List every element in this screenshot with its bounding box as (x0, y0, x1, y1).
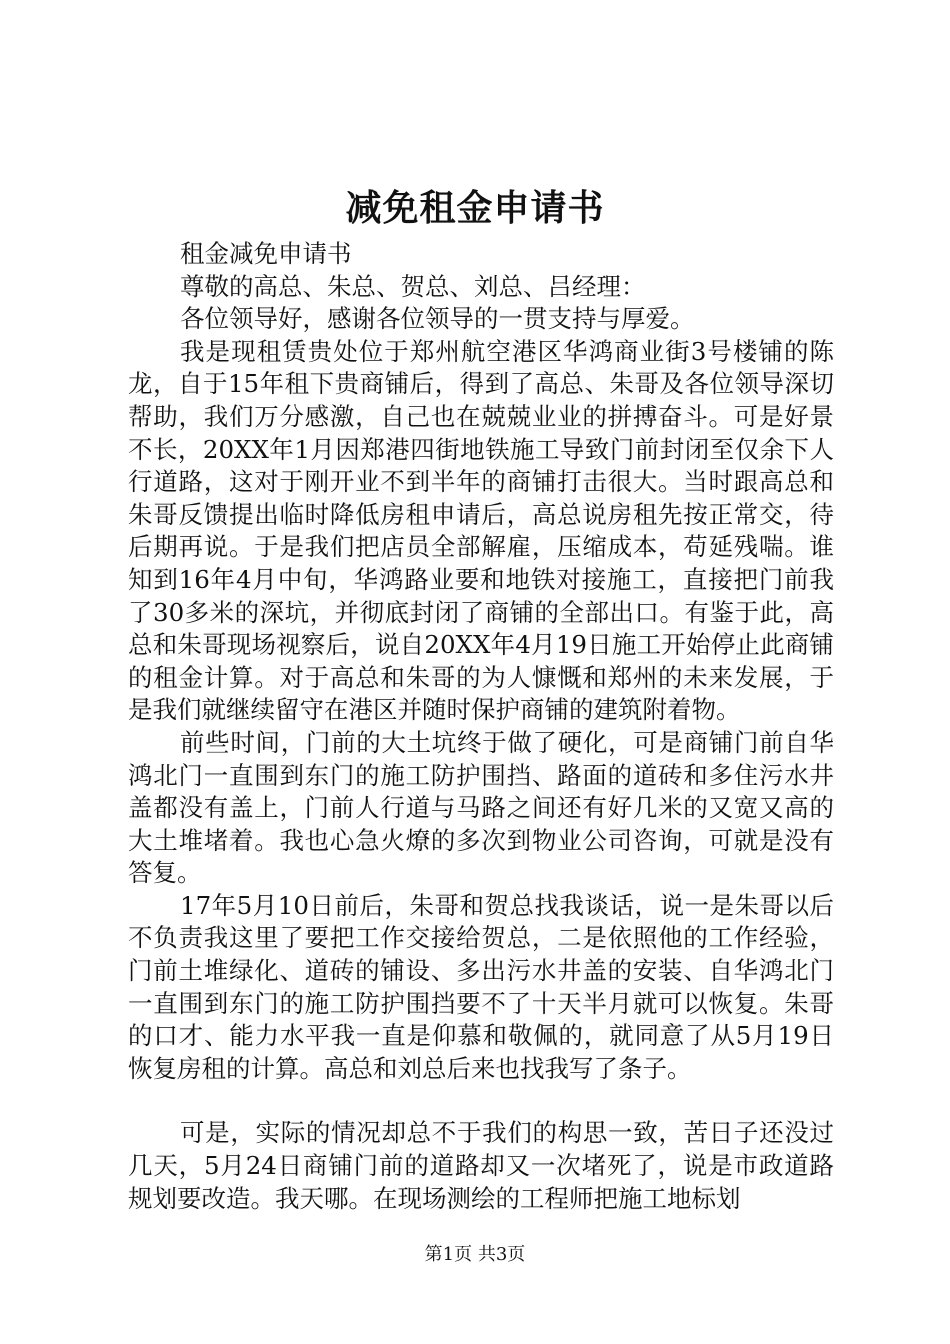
paragraph-body: 我是现租赁贵处位于郑州航空港区华鸿商业街3号楼铺的陈龙，自于15年租下贵商铺后，得到了高总、朱哥及各位领导深切帮助，我们万分感激，自己也在兢兢业业的拼搏奋斗。可是好景不长，20XX年1月因郑港四街地铁施工导致门前封闭至仅余下人行道路，这对于刚开业不到半年的商铺打击很大。当时跟高总和朱哥反馈提出临时降低房租申请后，高总说房租先按正常交，待后期再说。于是我们把店员全部解雇，压缩成本，苟延残喘。谁知到16年4月中旬，华鸿路业要和地铁对接施工，直接把门前我了30多米的深坑，并彻底封闭了商铺的全部出口。有鉴于此，高总和朱哥现场视察后，说自20XX年4月19日施工开始停止此商铺的租金计算。对于高总和朱哥的为人慷慨和郑州的未来发展，于是我们就继续留守在港区并随时保护商铺的建筑附着物。 (128, 336, 834, 725)
paragraph-body: 可是，实际的情况却总不于我们的构思一致，苦日子还没过几天，5月24日商铺门前的道路却又一次堵死了，说是市政道路规划要改造。我天哪。在现场测绘的工程师把施工地标划 (128, 1118, 834, 1213)
paragraph-body: 17年5月10日前后，朱哥和贺总找我谈话，说一是朱哥以后不负责我这里了要把工作交接给贺总，二是依照他的工作经验，门前土堆绿化、道砖的铺设、多出污水井盖的安装、自华鸿北门一直围到东门的施工防护围挡要不了十天半月就可以恢复。朱哥的口才、能力水平我一直是仰慕和敬佩的，就同意了从5月19日恢复房租的计算。高总和刘总后来也找我写了条子。 (128, 890, 834, 1083)
paragraph-salutation: 尊敬的高总、朱总、贺总、刘总、吕经理： (180, 271, 646, 301)
document-title: 减免租金申请书 (345, 187, 605, 229)
page-number-footer: 第1页 共3页 (424, 1244, 526, 1265)
paragraph-heading: 租金减免申请书 (180, 239, 352, 268)
document-body (128, 238, 834, 1215)
paragraph-greeting: 各位领导好，感谢各位领导的一贯支持与厚爱。 (180, 304, 695, 334)
paragraph-body: 前些时间，门前的大土坑终于做了硬化，可是商铺门前自华鸿北门一直围到东门的施工防护围挡、路面的道砖和多住污水井盖都没有盖上，门前人行道与马路之间还有好几米的又宽又高的大土堆堵着。我也心急火燎的多次到物业公司咨询，可就是没有答复。 (128, 727, 834, 888)
